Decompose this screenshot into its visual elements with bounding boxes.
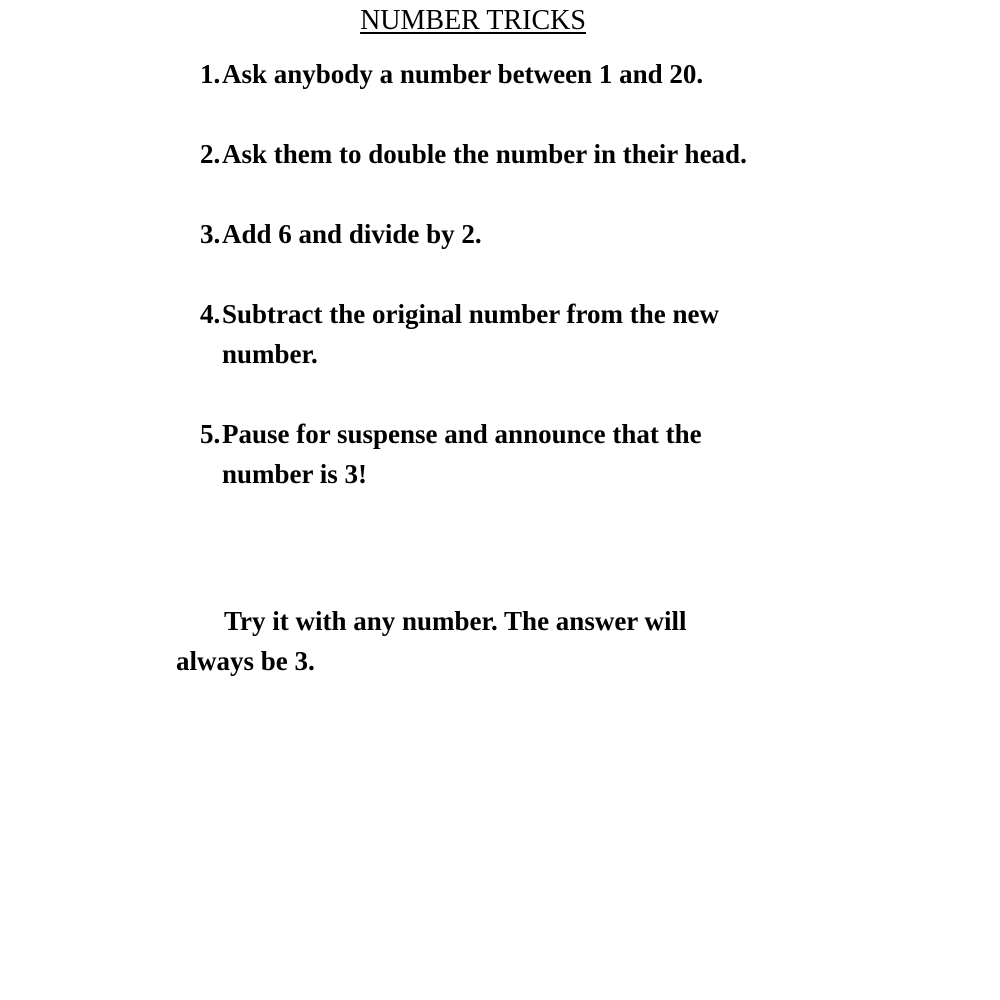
steps-list [200, 54, 800, 534]
page-title: NUMBER TRICKS [360, 5, 586, 36]
step-text: Ask them to double the number in their head. [222, 139, 747, 169]
step-number: 1. [200, 59, 221, 89]
step-number: 4. [200, 299, 221, 329]
step-item-5 [200, 414, 800, 494]
step-item-3 [200, 214, 800, 254]
step-text: Pause for suspense and announce that the number is 3! [222, 419, 702, 489]
step-number: 3. [200, 219, 221, 249]
step-text: Ask anybody a number between 1 and 20. [222, 59, 704, 89]
step-text: Subtract the original number from the new number. [222, 299, 719, 369]
step-number: 2. [200, 139, 221, 169]
closing-paragraph: Try it with any number. The answer will always be 3. [176, 606, 687, 676]
step-number: 5. [200, 419, 221, 449]
step-item-4 [200, 294, 800, 374]
step-item-1 [200, 54, 800, 94]
step-item-2 [200, 134, 800, 174]
step-text: Add 6 and divide by 2. [222, 219, 482, 249]
